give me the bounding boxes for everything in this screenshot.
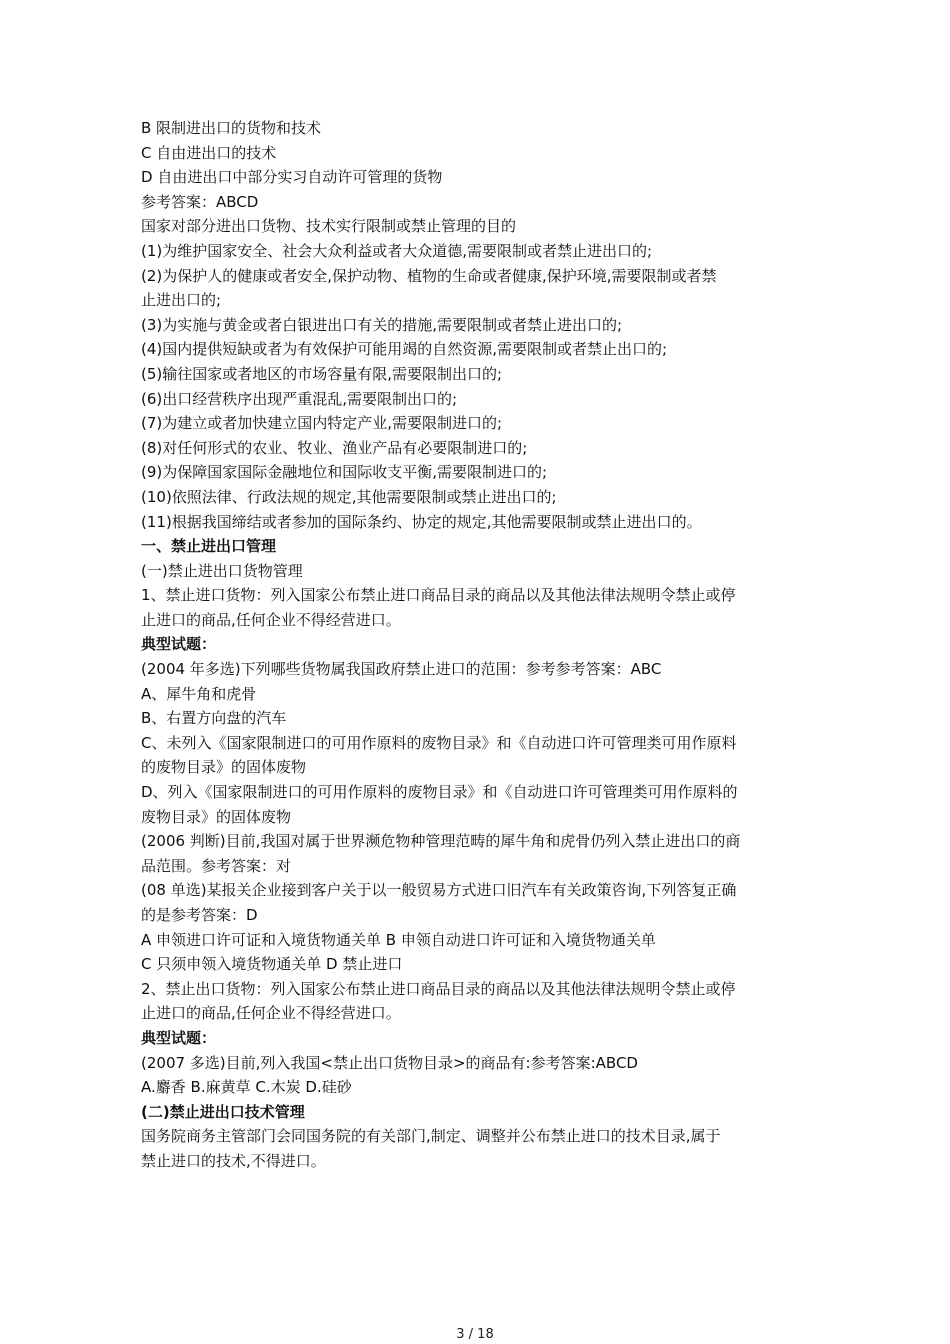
text-line: (4)国内提供短缺或者为有效保护可能用竭的自然资源,需要限制或者禁止出口的; — [141, 340, 668, 359]
text-line: A、犀牛角和虎骨 — [141, 684, 257, 703]
section-heading: (二)禁止进出口技术管理 — [141, 1102, 305, 1121]
text-line: 止进出口的; — [141, 291, 222, 310]
text-line: C 只须申领入境货物通关单 D 禁止进口 — [141, 955, 403, 974]
page-number: 3 / 18 — [456, 1327, 494, 1342]
section-heading: 一、禁止进出口管理 — [141, 537, 277, 556]
text-line: 禁止进口的技术,不得进口。 — [141, 1151, 326, 1170]
text-line: A 申领进口许可证和入境货物通关单 B 申领自动进口许可证和入境货物通关单 — [141, 930, 656, 949]
document-page — [141, 116, 821, 1174]
text-line: (3)为实施与黄金或者白银进出口有关的措施,需要限制或者禁止进出口的; — [141, 315, 623, 334]
text-line: 国家对部分进出口货物、技术实行限制或禁止管理的目的 — [141, 217, 517, 236]
text-line: D、列入《国家限制进口的可用作原料的废物目录》和《自动进口许可管理类可用作原料的 — [141, 783, 738, 802]
text-line: B 限制进出口的货物和技术 — [141, 119, 322, 137]
text-line: B、右置方向盘的汽车 — [141, 709, 287, 728]
text-line: (6)出口经营秩序出现严重混乱,需要限制出口的; — [141, 389, 458, 408]
text-line: 参考答案：ABCD — [141, 192, 259, 211]
text-line: (10)依照法律、行政法规的规定,其他需要限制或禁止进出口的; — [141, 487, 557, 506]
text-line: (1)为维护国家安全、社会大众利益或者大众道德,需要限制或者禁止进出口的; — [141, 241, 653, 260]
text-line: (7)为建立或者加快建立国内特定产业,需要限制进口的; — [141, 414, 503, 433]
text-line: C 自由进出口的技术 — [141, 143, 277, 162]
text-line: (一)禁止进出口货物管理 — [141, 561, 303, 580]
text-line: (2007 多选)目前,列入我国<禁止出口货物目录>的商品有:参考答案:ABCD — [141, 1053, 638, 1072]
section-heading: 典型试题： — [141, 1028, 217, 1047]
text-line: 2、禁止出口货物：列入国家公布禁止进口商品目录的商品以及其他法律法规明令禁止或停 — [141, 979, 736, 998]
text-line: A.麝香 B.麻黄草 C.木炭 D.硅砂 — [141, 1078, 352, 1097]
text-line: (11)根据我国缔结或者参加的国际条约、协定的规定,其他需要限制或禁止进出口的。 — [141, 512, 702, 531]
text-line: (08 单选)某报关企业接到客户关于以一般贸易方式进口旧汽车有关政策咨询,下列答复正确 — [141, 881, 737, 900]
text-line: C、未列入《国家限制进口的可用作原料的废物目录》和《自动进口许可管理类可用作原料 — [141, 733, 737, 752]
text-line: (9)为保障国家国际金融地位和国际收支平衡,需要限制进口的; — [141, 463, 548, 482]
text-line: 国务院商务主管部门会同国务院的有关部门,制定、调整并公布禁止进口的技术目录,属于 — [141, 1127, 721, 1146]
text-line: (2)为保护人的健康或者安全,保护动物、植物的生命或者健康,保护环境,需要限制或者禁 — [141, 266, 717, 285]
text-line: (2006 判断)目前,我国对属于世界濒危物种管理范畴的犀牛角和虎骨仍列入禁止进出口的商 — [141, 832, 741, 851]
text-line: 的是参考答案：D — [141, 906, 258, 924]
text-line: 的废物目录》的固体废物 — [141, 758, 307, 777]
text-line: D 自由进出口中部分实习自动许可管理的货物 — [141, 168, 443, 187]
text-line: 止进口的商品,任何企业不得经营进口。 — [141, 610, 401, 629]
section-heading: 典型试题： — [141, 635, 217, 654]
text-line: 品范围。参考答案：对 — [141, 856, 292, 875]
text-line: (5)输往国家或者地区的市场容量有限,需要限制出口的; — [141, 364, 503, 383]
text-line: 1、禁止进口货物：列入国家公布禁止进口商品目录的商品以及其他法律法规明令禁止或停 — [141, 586, 736, 605]
text-line: 止进口的商品,任何企业不得经营进口。 — [141, 1004, 401, 1023]
text-line: (2004 年多选)下列哪些货物属我国政府禁止进口的范围：参考参考答案：ABC — [141, 660, 662, 679]
text-line: (8)对任何形式的农业、牧业、渔业产品有必要限制进口的; — [141, 438, 528, 457]
text-line: 废物目录》的固体废物 — [141, 807, 292, 826]
